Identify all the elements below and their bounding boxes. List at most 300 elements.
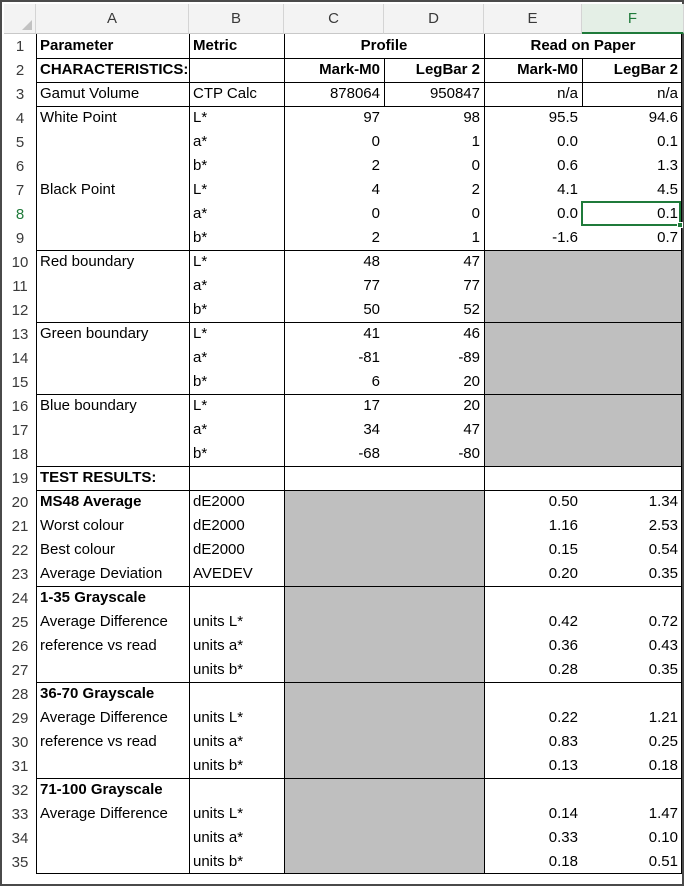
cell-c27[interactable] bbox=[284, 658, 384, 682]
cell-b23[interactable]: AVEDEV bbox=[193, 565, 253, 582]
cell-e20[interactable]: 0.50 bbox=[548, 493, 578, 510]
cell-f34[interactable]: 0.10 bbox=[648, 829, 678, 846]
cell-a1[interactable]: Parameter bbox=[40, 37, 114, 54]
table-row bbox=[36, 490, 682, 514]
cell-c29[interactable] bbox=[284, 706, 384, 730]
cell-f24[interactable] bbox=[582, 586, 682, 610]
cell-d10[interactable]: 47 bbox=[463, 253, 480, 270]
cell-c30[interactable] bbox=[284, 730, 384, 754]
cell-a10[interactable]: Red boundary bbox=[40, 253, 135, 270]
cell-d30[interactable] bbox=[384, 730, 484, 754]
cell-b20[interactable]: dE2000 bbox=[193, 493, 245, 510]
cell-b34[interactable]: units a* bbox=[193, 829, 244, 846]
table-row bbox=[36, 802, 682, 826]
cell-b8[interactable]: a* bbox=[193, 205, 208, 222]
cell-b22[interactable]: dE2000 bbox=[193, 541, 245, 558]
cell-b11[interactable]: a* bbox=[193, 277, 208, 294]
cell-d14[interactable]: -89 bbox=[458, 349, 480, 366]
cell-d15[interactable]: 20 bbox=[463, 373, 480, 390]
cell-b24[interactable] bbox=[189, 586, 284, 610]
cell-f13[interactable] bbox=[582, 322, 682, 346]
cell-e12[interactable] bbox=[484, 298, 582, 322]
cell-b28[interactable] bbox=[189, 682, 284, 706]
cell-a19[interactable]: TEST RESULTS: bbox=[40, 469, 157, 486]
cell-a21[interactable]: Worst colour bbox=[40, 517, 124, 534]
cell-f12[interactable] bbox=[582, 298, 682, 322]
cell-a22[interactable]: Best colour bbox=[40, 541, 116, 558]
cell-b9[interactable]: b* bbox=[193, 229, 208, 246]
cell-c14[interactable]: -81 bbox=[358, 349, 380, 366]
table-row bbox=[36, 274, 682, 298]
cell-a27[interactable] bbox=[36, 658, 189, 682]
fill-handle[interactable] bbox=[677, 222, 683, 228]
cell-b5[interactable]: a* bbox=[193, 133, 208, 150]
cell-e10[interactable] bbox=[484, 250, 582, 274]
cell-e16[interactable] bbox=[484, 394, 582, 418]
cell-f8[interactable]: 0.1 bbox=[657, 205, 678, 222]
table-row bbox=[36, 538, 682, 562]
cell-a14[interactable] bbox=[36, 346, 189, 370]
column-header-e[interactable]: E bbox=[484, 4, 582, 34]
border-line bbox=[36, 586, 682, 587]
cell-c33[interactable] bbox=[284, 802, 384, 826]
cell-b29[interactable]: units L* bbox=[193, 709, 244, 726]
cell-c17[interactable]: 34 bbox=[363, 421, 380, 438]
table-row bbox=[36, 418, 682, 442]
cell-a7[interactable]: Black Point bbox=[40, 181, 116, 198]
cell-a24[interactable]: 1-35 Grayscale bbox=[40, 589, 146, 606]
cell-a20[interactable]: MS48 Average bbox=[40, 493, 142, 510]
cell-c32[interactable] bbox=[284, 778, 384, 802]
cell-a32[interactable]: 71-100 Grayscale bbox=[40, 781, 163, 798]
cell-e21[interactable]: 1.16 bbox=[548, 517, 578, 534]
cell-e29[interactable]: 0.22 bbox=[548, 709, 578, 726]
cell-e25[interactable]: 0.42 bbox=[548, 613, 578, 630]
cell-b30[interactable]: units a* bbox=[193, 733, 244, 750]
table-row bbox=[36, 610, 682, 634]
cell-f30[interactable]: 0.25 bbox=[648, 733, 678, 750]
row-header[interactable]: 23 bbox=[11, 565, 29, 583]
cell-e23[interactable]: 0.20 bbox=[548, 565, 578, 582]
cell-e6[interactable]: 0.6 bbox=[557, 157, 578, 174]
table-row bbox=[36, 706, 682, 730]
row-header[interactable]: 17 bbox=[11, 421, 29, 439]
border-line bbox=[681, 34, 682, 874]
cell-e18[interactable] bbox=[484, 442, 582, 466]
row-header[interactable]: 2 bbox=[15, 61, 25, 79]
cell-d3[interactable]: 950847 bbox=[429, 85, 480, 102]
cell-c23[interactable] bbox=[284, 562, 384, 586]
cell-e9[interactable]: -1.6 bbox=[552, 229, 578, 246]
cell-d4[interactable]: 98 bbox=[463, 109, 480, 126]
table-row bbox=[36, 754, 682, 778]
row-header[interactable]: 13 bbox=[11, 325, 29, 343]
cell-d1[interactable] bbox=[384, 34, 484, 58]
cell-b27[interactable]: units b* bbox=[193, 661, 244, 678]
cell-d24[interactable] bbox=[384, 586, 484, 610]
cell-e28[interactable] bbox=[484, 682, 582, 706]
cell-a33[interactable]: Average Difference bbox=[40, 805, 168, 822]
row-header[interactable]: 26 bbox=[11, 637, 29, 655]
cell-d33[interactable] bbox=[384, 802, 484, 826]
table-row bbox=[36, 298, 682, 322]
table-row bbox=[36, 442, 682, 466]
border-line bbox=[36, 466, 682, 467]
cell-c6[interactable]: 2 bbox=[371, 157, 380, 174]
cell-a18[interactable] bbox=[36, 442, 189, 466]
border-line bbox=[36, 490, 682, 491]
cell-d27[interactable] bbox=[384, 658, 484, 682]
cell-c35[interactable] bbox=[284, 850, 384, 874]
row-header[interactable]: 21 bbox=[11, 517, 29, 535]
cell-c1[interactable]: Profile bbox=[360, 37, 408, 54]
table-row bbox=[36, 58, 682, 82]
cell-b10[interactable]: L* bbox=[193, 253, 208, 270]
cell-c11[interactable]: 77 bbox=[363, 277, 380, 294]
border-line bbox=[36, 82, 682, 83]
cell-c20[interactable] bbox=[284, 490, 384, 514]
cell-f25[interactable]: 0.72 bbox=[648, 613, 678, 630]
table-row bbox=[36, 778, 682, 802]
row-header[interactable]: 29 bbox=[11, 709, 29, 727]
cell-d25[interactable] bbox=[384, 610, 484, 634]
cell-f4[interactable]: 94.6 bbox=[648, 109, 678, 126]
cell-d7[interactable]: 2 bbox=[471, 181, 480, 198]
cell-d28[interactable] bbox=[384, 682, 484, 706]
cell-b19[interactable] bbox=[189, 466, 284, 490]
cell-f29[interactable]: 1.21 bbox=[648, 709, 678, 726]
row-header[interactable]: 32 bbox=[11, 781, 29, 799]
cell-a13[interactable]: Green boundary bbox=[40, 325, 149, 342]
cell-d20[interactable] bbox=[384, 490, 484, 514]
cell-b1[interactable]: Metric bbox=[193, 37, 238, 54]
row-header[interactable]: 18 bbox=[11, 445, 29, 463]
cell-f14[interactable] bbox=[582, 346, 682, 370]
cell-a6[interactable] bbox=[36, 154, 189, 178]
row-header[interactable]: 15 bbox=[11, 373, 29, 391]
cell-f5[interactable]: 0.1 bbox=[657, 133, 678, 150]
table-row bbox=[36, 634, 682, 658]
cell-e22[interactable]: 0.15 bbox=[548, 541, 578, 558]
table-row bbox=[36, 658, 682, 682]
cell-c28[interactable] bbox=[284, 682, 384, 706]
cell-d31[interactable] bbox=[384, 754, 484, 778]
cell-c25[interactable] bbox=[284, 610, 384, 634]
cell-b25[interactable]: units L* bbox=[193, 613, 244, 630]
row-header[interactable]: 4 bbox=[15, 109, 25, 127]
cell-d22[interactable] bbox=[384, 538, 484, 562]
cell-d18[interactable]: -80 bbox=[458, 445, 480, 462]
cell-b35[interactable]: units b* bbox=[193, 853, 244, 870]
table-row bbox=[36, 370, 682, 394]
cell-c13[interactable]: 41 bbox=[363, 325, 380, 342]
border-line bbox=[36, 778, 682, 779]
row-header[interactable]: 10 bbox=[11, 253, 29, 271]
cell-f7[interactable]: 4.5 bbox=[657, 181, 678, 198]
table-row bbox=[36, 82, 682, 106]
row-header[interactable]: 16 bbox=[11, 397, 29, 415]
cell-d35[interactable] bbox=[384, 850, 484, 874]
row-header[interactable]: 22 bbox=[11, 541, 29, 559]
cell-f10[interactable] bbox=[582, 250, 682, 274]
cell-b7[interactable]: L* bbox=[193, 181, 208, 198]
cell-b3[interactable]: CTP Calc bbox=[193, 85, 257, 102]
cell-a17[interactable] bbox=[36, 418, 189, 442]
cell-d29[interactable] bbox=[384, 706, 484, 730]
cell-f17[interactable] bbox=[582, 418, 682, 442]
table-row bbox=[36, 322, 682, 346]
cell-b6[interactable]: b* bbox=[193, 157, 208, 174]
cell-a31[interactable] bbox=[36, 754, 189, 778]
border-line bbox=[36, 873, 682, 874]
cell-d21[interactable] bbox=[384, 514, 484, 538]
cell-b13[interactable]: L* bbox=[193, 325, 208, 342]
cell-e5[interactable]: 0.0 bbox=[557, 133, 578, 150]
table-row bbox=[36, 730, 682, 754]
cell-e24[interactable] bbox=[484, 586, 582, 610]
cell-c22[interactable] bbox=[284, 538, 384, 562]
row-header[interactable]: 35 bbox=[11, 853, 29, 871]
cell-e2[interactable]: Mark-M0 bbox=[517, 61, 578, 78]
border-line bbox=[484, 34, 485, 874]
cell-a35[interactable] bbox=[36, 850, 189, 874]
border-line bbox=[36, 682, 682, 683]
cell-a8[interactable] bbox=[36, 202, 189, 226]
cell-c2[interactable]: Mark-M0 bbox=[319, 61, 380, 78]
cell-e11[interactable] bbox=[484, 274, 582, 298]
row-header[interactable]: 28 bbox=[11, 685, 29, 703]
table-row bbox=[36, 130, 682, 154]
cell-b16[interactable]: L* bbox=[193, 397, 208, 414]
row-header[interactable]: 12 bbox=[11, 301, 29, 319]
table-row bbox=[36, 346, 682, 370]
cell-d5[interactable]: 1 bbox=[471, 133, 480, 150]
cell-e4[interactable]: 95.5 bbox=[548, 109, 578, 126]
cell-e15[interactable] bbox=[484, 370, 582, 394]
cell-b18[interactable]: b* bbox=[193, 445, 208, 462]
cell-c19[interactable] bbox=[284, 466, 384, 490]
cell-b31[interactable]: units b* bbox=[193, 757, 244, 774]
cell-c31[interactable] bbox=[284, 754, 384, 778]
table-row bbox=[36, 826, 682, 850]
cell-e17[interactable] bbox=[484, 418, 582, 442]
column-header-d[interactable]: D bbox=[384, 4, 484, 34]
cell-b33[interactable]: units L* bbox=[193, 805, 244, 822]
cell-e14[interactable] bbox=[484, 346, 582, 370]
cell-b12[interactable]: b* bbox=[193, 301, 208, 318]
cell-d13[interactable]: 46 bbox=[463, 325, 480, 342]
cell-f26[interactable]: 0.43 bbox=[648, 637, 678, 654]
cell-d23[interactable] bbox=[384, 562, 484, 586]
border-line bbox=[36, 34, 37, 874]
cell-f22[interactable]: 0.54 bbox=[648, 541, 678, 558]
cell-f18[interactable] bbox=[582, 442, 682, 466]
cell-d11[interactable]: 77 bbox=[463, 277, 480, 294]
table-row bbox=[36, 466, 682, 490]
cell-f32[interactable] bbox=[582, 778, 682, 802]
cell-d2[interactable]: LegBar 2 bbox=[415, 61, 480, 78]
row-header[interactable]: 30 bbox=[11, 733, 29, 751]
cell-f2[interactable]: LegBar 2 bbox=[613, 61, 678, 78]
cell-c34[interactable] bbox=[284, 826, 384, 850]
cell-e26[interactable]: 0.36 bbox=[548, 637, 578, 654]
border-line bbox=[36, 250, 682, 251]
cell-e30[interactable]: 0.83 bbox=[548, 733, 578, 750]
cell-e34[interactable]: 0.33 bbox=[548, 829, 578, 846]
cell-c18[interactable]: -68 bbox=[358, 445, 380, 462]
cell-c16[interactable]: 17 bbox=[363, 397, 380, 414]
cell-a16[interactable]: Blue boundary bbox=[40, 397, 137, 414]
cell-e7[interactable]: 4.1 bbox=[557, 181, 578, 198]
cell-c3[interactable]: 878064 bbox=[329, 85, 380, 102]
cell-f3[interactable]: n/a bbox=[657, 85, 678, 102]
table-row bbox=[36, 514, 682, 538]
cell-d12[interactable]: 52 bbox=[463, 301, 480, 318]
cell-f15[interactable] bbox=[582, 370, 682, 394]
cell-f31[interactable]: 0.18 bbox=[648, 757, 678, 774]
column-header-b[interactable]: B bbox=[189, 4, 284, 34]
cell-f23[interactable]: 0.35 bbox=[648, 565, 678, 582]
active-cell-selection[interactable] bbox=[581, 201, 681, 226]
border-line bbox=[582, 58, 583, 106]
cell-f21[interactable]: 2.53 bbox=[648, 517, 678, 534]
row-header[interactable]: 33 bbox=[11, 805, 29, 823]
cell-e19[interactable] bbox=[484, 466, 582, 490]
row-header[interactable]: 3 bbox=[15, 85, 25, 103]
row-header[interactable]: 8 bbox=[15, 205, 25, 223]
cell-b21[interactable]: dE2000 bbox=[193, 517, 245, 534]
cell-c12[interactable]: 50 bbox=[363, 301, 380, 318]
cell-d17[interactable]: 47 bbox=[463, 421, 480, 438]
cell-d6[interactable]: 0 bbox=[471, 157, 480, 174]
cell-c9[interactable]: 2 bbox=[371, 229, 380, 246]
cell-a25[interactable]: Average Difference bbox=[40, 613, 168, 630]
cell-a28[interactable]: 36-70 Grayscale bbox=[40, 685, 155, 702]
cell-f1[interactable] bbox=[582, 34, 682, 58]
cell-d8[interactable]: 0 bbox=[471, 205, 480, 222]
cell-b17[interactable]: a* bbox=[193, 421, 208, 438]
column-header-c[interactable]: C bbox=[284, 4, 384, 34]
cell-b32[interactable] bbox=[189, 778, 284, 802]
cell-f11[interactable] bbox=[582, 274, 682, 298]
cell-b4[interactable]: L* bbox=[193, 109, 208, 126]
cell-e13[interactable] bbox=[484, 322, 582, 346]
cell-d26[interactable] bbox=[384, 634, 484, 658]
cell-e31[interactable]: 0.13 bbox=[548, 757, 578, 774]
cell-f20[interactable]: 1.34 bbox=[648, 493, 678, 510]
select-all-corner[interactable] bbox=[4, 4, 36, 34]
column-header-a[interactable]: A bbox=[36, 4, 189, 34]
row-header[interactable]: 20 bbox=[11, 493, 29, 511]
cell-c4[interactable]: 97 bbox=[363, 109, 380, 126]
row-header[interactable]: 27 bbox=[11, 661, 29, 679]
cell-d32[interactable] bbox=[384, 778, 484, 802]
row-header[interactable]: 31 bbox=[11, 757, 29, 775]
border-line bbox=[384, 58, 385, 106]
cell-f16[interactable] bbox=[582, 394, 682, 418]
cell-f28[interactable] bbox=[582, 682, 682, 706]
border-line bbox=[36, 322, 682, 323]
table-row bbox=[36, 682, 682, 706]
cell-a12[interactable] bbox=[36, 298, 189, 322]
row-header[interactable]: 1 bbox=[15, 37, 25, 55]
cell-c21[interactable] bbox=[284, 514, 384, 538]
table-row bbox=[36, 154, 682, 178]
cell-c5[interactable]: 0 bbox=[371, 133, 380, 150]
cell-a29[interactable]: Average Difference bbox=[40, 709, 168, 726]
row-header[interactable]: 6 bbox=[15, 157, 25, 175]
cell-f33[interactable]: 1.47 bbox=[648, 805, 678, 822]
cell-a2[interactable]: CHARACTERISTICS: bbox=[40, 61, 189, 78]
table-row bbox=[36, 562, 682, 586]
cell-b2[interactable] bbox=[189, 58, 284, 82]
cell-a4[interactable]: White Point bbox=[40, 109, 117, 126]
cell-f9[interactable]: 0.7 bbox=[657, 229, 678, 246]
cell-d19[interactable] bbox=[384, 466, 484, 490]
cell-a34[interactable] bbox=[36, 826, 189, 850]
cell-f19[interactable] bbox=[582, 466, 682, 490]
border-line bbox=[36, 394, 682, 395]
cell-c10[interactable]: 48 bbox=[363, 253, 380, 270]
cell-e33[interactable]: 0.14 bbox=[548, 805, 578, 822]
table-row bbox=[36, 106, 682, 130]
cell-c7[interactable]: 4 bbox=[371, 181, 380, 198]
cell-d9[interactable]: 1 bbox=[471, 229, 480, 246]
cell-f6[interactable]: 1.3 bbox=[657, 157, 678, 174]
cell-b26[interactable]: units a* bbox=[193, 637, 244, 654]
column-header-f[interactable]: F bbox=[582, 4, 684, 34]
cell-a30[interactable]: reference vs read bbox=[40, 733, 157, 750]
table-row bbox=[36, 850, 682, 874]
cell-e27[interactable]: 0.28 bbox=[548, 661, 578, 678]
cell-c24[interactable] bbox=[284, 586, 384, 610]
cell-e8[interactable]: 0.0 bbox=[557, 205, 578, 222]
table-row bbox=[36, 586, 682, 610]
cell-a9[interactable] bbox=[36, 226, 189, 250]
row-header[interactable]: 9 bbox=[15, 229, 25, 247]
cell-e32[interactable] bbox=[484, 778, 582, 802]
row-header[interactable]: 25 bbox=[11, 613, 29, 631]
cell-d34[interactable] bbox=[384, 826, 484, 850]
cell-b14[interactable]: a* bbox=[193, 349, 208, 366]
cell-a26[interactable]: reference vs read bbox=[40, 637, 157, 654]
cell-b15[interactable]: b* bbox=[193, 373, 208, 390]
cell-a3[interactable]: Gamut Volume bbox=[40, 85, 140, 102]
row-header[interactable]: 14 bbox=[11, 349, 29, 367]
cell-e3[interactable]: n/a bbox=[557, 85, 578, 102]
row-header[interactable]: 24 bbox=[11, 589, 29, 607]
table-row bbox=[36, 226, 682, 250]
row-header[interactable]: 7 bbox=[15, 181, 25, 199]
row-header[interactable]: 34 bbox=[11, 829, 29, 847]
row-header[interactable]: 11 bbox=[12, 277, 28, 295]
cell-c26[interactable] bbox=[284, 634, 384, 658]
cell-a11[interactable] bbox=[36, 274, 189, 298]
row-header[interactable]: 19 bbox=[11, 469, 29, 487]
cell-a23[interactable]: Average Deviation bbox=[40, 565, 163, 582]
cell-e35[interactable]: 0.18 bbox=[548, 853, 578, 870]
cell-f35[interactable]: 0.51 bbox=[648, 853, 678, 870]
row-header[interactable]: 5 bbox=[15, 133, 25, 151]
cell-c8[interactable]: 0 bbox=[371, 205, 380, 222]
cell-e1[interactable]: Read on Paper bbox=[530, 37, 636, 54]
cell-c15[interactable]: 6 bbox=[371, 373, 380, 390]
cell-a5[interactable] bbox=[36, 130, 189, 154]
cell-d16[interactable]: 20 bbox=[463, 397, 480, 414]
table-row bbox=[36, 178, 682, 202]
cell-a15[interactable] bbox=[36, 370, 189, 394]
cell-f27[interactable]: 0.35 bbox=[648, 661, 678, 678]
